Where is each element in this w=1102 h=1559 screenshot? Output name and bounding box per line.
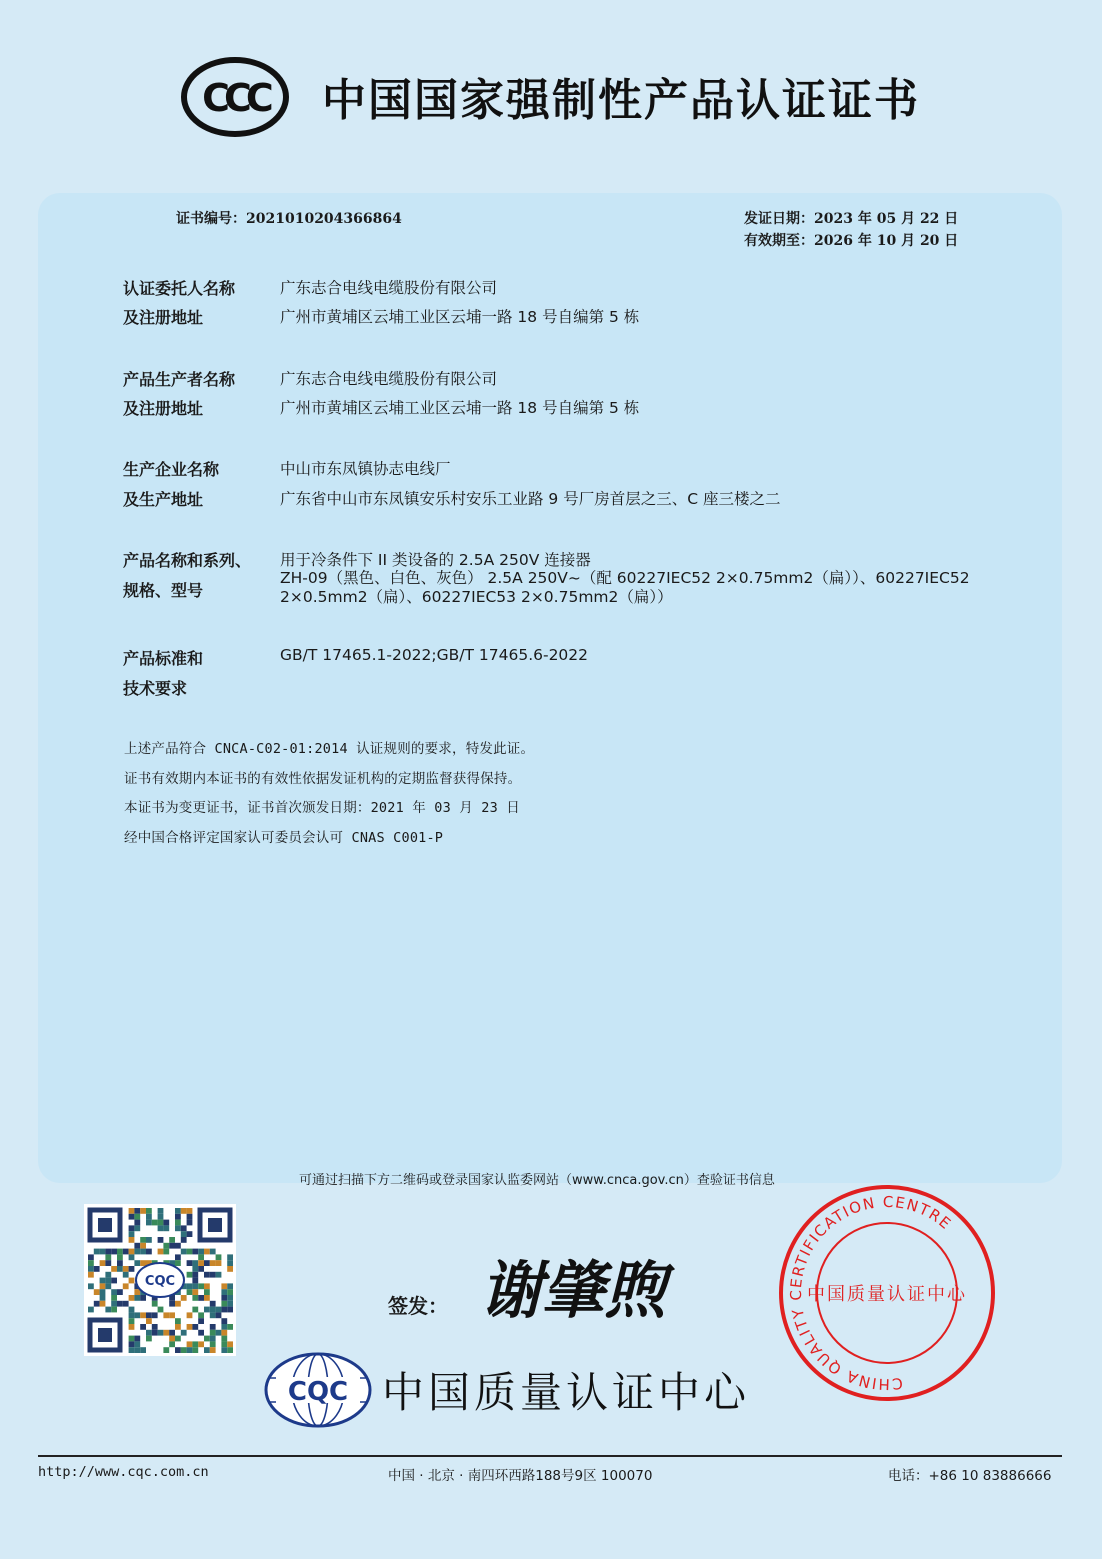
product-models: ZH-09（黑色、白色、灰色） 2.5A 250V~（配 60227IEC52 2×0.75mm2（扁））、60227IEC52 2×0.5mm2（扁）、60227IEC53 2×0.75mm2（扁）） [280,569,970,606]
manufacturer-name: 广东志合电线电缆股份有限公司 [280,370,498,388]
official-red-seal [776,1182,998,1404]
note-line: 本证书为变更证书，证书首次颁发日期：2021 年 03 月 23 日 [124,800,520,816]
field-label: 及注册地址 [123,399,204,418]
footer-divider [38,1455,1062,1457]
note-line: 经中国合格评定国家认可委员会认可 CNAS C001-P [124,830,444,846]
ccc-mark-logo [180,56,290,138]
manufacturer-address: 广州市黄埔区云埔工业区云埔一路 18 号自编第 5 栋 [280,399,640,417]
svg-text:CCC: CCC [202,76,268,120]
issuer-name: 中国质量认证中心 [382,1368,751,1417]
note-line: 上述产品符合 CNCA-C02-01:2014 认证规则的要求，特发此证。 [124,741,535,757]
certificate-title: 中国国家强制性产品认证证书 [322,75,920,126]
field-label: 规格、型号 [123,581,204,600]
qr-code [84,1204,236,1356]
certificate-body-panel [38,193,1062,1183]
verification-instructions: 可通过扫描下方二维码或登录国家认监委网站（www.cnca.gov.cn）查验证书信息 [299,1173,775,1188]
footer-website: http://www.cqc.com.cn [38,1464,209,1480]
field-label: 产品生产者名称 [123,370,236,389]
factory-address: 广东省中山市东凤镇安乐村安乐工业路 9 号厂房首层之三、C 座三楼之二 [280,490,781,508]
field-label: 及生产地址 [123,490,204,509]
handwritten-signature [476,1244,696,1336]
factory-name: 中山市东凤镇协志电线厂 [280,460,451,478]
svg-text:谢肇煦: 谢肇煦 [480,1254,667,1327]
svg-text:CHINA QUALITY CERTIFICATION CE: CHINA QUALITY CERTIFICATION CENTRE [786,1192,956,1394]
footer-phone: 电话：+86 10 83886666 [888,1468,1052,1484]
field-label: 产品名称和系列、 [123,551,252,570]
svg-text:CQC: CQC [144,1274,176,1289]
note-line: 证书有效期内本证书的有效性依据发证机构的定期监督获得保持。 [124,771,522,787]
field-label: 认证委托人名称 [123,279,236,298]
svg-text:CQC: CQC [287,1377,349,1407]
field-label: 产品标准和 [123,649,204,668]
cqc-globe-logo [262,1350,374,1430]
footer-address: 中国 · 北京 · 南四环西路188号9区 100070 [388,1468,653,1484]
certificate-number: 证书编号：2021010204366864 [176,211,402,227]
signed-by-label: 签发： [388,1294,448,1318]
issue-date: 发证日期：2023 年 05 月 22 日 [744,211,959,227]
product-standards: GB/T 17465.1-2022;GB/T 17465.6-2022 [280,646,589,664]
field-label: 及注册地址 [123,308,204,327]
product-name: 用于冷条件下 II 类设备的 2.5A 250V 连接器 [280,551,591,569]
svg-text:中国质量认证中心: 中国质量认证中心 [807,1284,967,1305]
field-label: 技术要求 [123,679,188,698]
expiry-date: 有效期至：2026 年 10 月 20 日 [744,233,959,249]
applicant-address: 广州市黄埔区云埔工业区云埔一路 18 号自编第 5 栋 [280,308,640,326]
field-label: 生产企业名称 [123,460,220,479]
applicant-name: 广东志合电线电缆股份有限公司 [280,279,498,297]
